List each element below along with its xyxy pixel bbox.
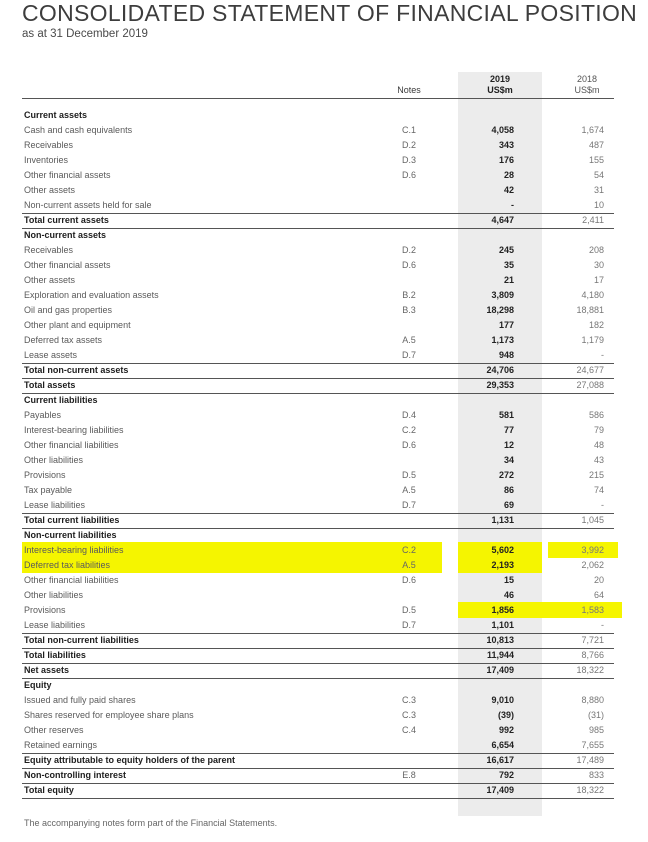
page-subtitle: as at 31 December 2019: [22, 28, 148, 40]
value-2018: 17,489: [576, 755, 604, 765]
row-label: Retained earnings: [24, 740, 98, 750]
total-row: [0, 648, 648, 663]
row-label: Lease assets: [24, 350, 78, 360]
row-label: Provisions: [24, 605, 66, 615]
table-row: [0, 693, 648, 708]
table-row: [0, 333, 648, 348]
table-row: [0, 498, 648, 513]
row-label: Total equity: [24, 785, 74, 795]
row-label: Total liabilities: [24, 650, 86, 660]
table-row: [0, 438, 648, 453]
table-row: [0, 123, 648, 138]
value-2019: 177: [498, 320, 514, 330]
value-2018: 18,881: [576, 305, 604, 315]
value-2019: 4,647: [491, 215, 514, 225]
value-2019: 35: [503, 260, 514, 270]
header-rule: [22, 98, 614, 99]
value-2018: 8,766: [581, 650, 604, 660]
section-heading: [0, 108, 648, 123]
table-row: [0, 318, 648, 333]
value-2018: 2,411: [582, 215, 604, 225]
row-label: Other reserves: [24, 725, 84, 735]
row-label: Other financial liabilities: [24, 440, 119, 450]
value-2019: 1,101: [491, 620, 514, 630]
total-row: [0, 378, 648, 393]
row-note: D.2: [401, 245, 416, 255]
row-label: Total current assets: [24, 215, 109, 225]
table-row: [0, 423, 648, 438]
value-2019: 21: [503, 275, 514, 285]
value-2018: 24,677: [576, 365, 604, 375]
row-note: D.3: [401, 155, 416, 165]
row-note: B.2: [402, 290, 416, 300]
value-2019: 86: [503, 485, 514, 495]
row-note: C.4: [401, 725, 416, 735]
table-row: [0, 288, 648, 303]
value-2018: 155: [588, 155, 604, 165]
table-row: [0, 273, 648, 288]
row-note: D.7: [401, 350, 416, 360]
row-label: Issued and fully paid shares: [24, 695, 136, 705]
value-2019: 29,353: [486, 380, 514, 390]
value-2018: 27,088: [576, 380, 604, 390]
row-label: Total assets: [24, 380, 76, 390]
row-label: Interest-bearing liabilities: [24, 425, 124, 435]
table-row: [0, 468, 648, 483]
section-heading: [0, 528, 648, 543]
row-label: Inventories: [24, 155, 69, 165]
value-2018: 20: [593, 575, 604, 585]
row-label: Total current liabilities: [24, 515, 120, 525]
value-2019: 34: [503, 455, 514, 465]
row-label: Non-current assets held for sale: [24, 200, 152, 210]
table-row: [0, 198, 648, 213]
value-2018: 17: [593, 275, 604, 285]
row-note: D.6: [401, 260, 416, 270]
row-label: Deferred tax assets: [24, 335, 103, 345]
table-row: [0, 483, 648, 498]
table-row: [0, 348, 648, 363]
row-note: C.1: [401, 125, 416, 135]
value-2018: 586: [588, 410, 604, 420]
value-2018: -: [601, 620, 604, 630]
row-note: C.2: [401, 425, 416, 435]
row-label: Payables: [24, 410, 62, 420]
total-row: [0, 783, 648, 798]
row-note: A.5: [402, 560, 416, 570]
value-2019: 4,058: [491, 125, 514, 135]
table-row: [0, 738, 648, 753]
page-title: CONSOLIDATED STATEMENT OF FINANCIAL POSITION: [22, 0, 638, 26]
row-note: C.2: [401, 545, 416, 555]
value-2019: 42: [503, 185, 514, 195]
value-2018: 54: [593, 170, 604, 180]
header-2019-year: 2019: [489, 74, 511, 84]
value-2018: 182: [588, 320, 604, 330]
value-2018: 215: [588, 470, 604, 480]
total-row: [0, 633, 648, 648]
row-note: C.3: [401, 695, 416, 705]
value-2019: 17,409: [486, 785, 514, 795]
value-2018: (31): [587, 710, 604, 720]
row-label: Other financial assets: [24, 170, 111, 180]
row-label: Lease liabilities: [24, 620, 86, 630]
value-2019: 28: [503, 170, 514, 180]
row-label: Shares reserved for employee share plans: [24, 710, 194, 720]
row-label: Other liabilities: [24, 590, 84, 600]
value-2018: 2,062: [581, 560, 604, 570]
value-2018: -: [601, 350, 604, 360]
total-row: [0, 768, 648, 783]
row-label: Current assets: [24, 110, 88, 120]
table-row: [0, 243, 648, 258]
value-2018: 8,880: [581, 695, 604, 705]
value-2018: 43: [593, 455, 604, 465]
row-note: C.3: [401, 710, 416, 720]
value-2018: 487: [588, 140, 604, 150]
row-label: Other assets: [24, 185, 76, 195]
row-note: D.5: [401, 470, 416, 480]
value-2019: 15: [503, 575, 514, 585]
row-note: A.5: [402, 485, 416, 495]
row-label: Current liabilities: [24, 395, 98, 405]
value-2019: 10,813: [486, 635, 514, 645]
table-row: [0, 183, 648, 198]
value-2019: 16,617: [486, 755, 514, 765]
value-2019: 69: [503, 500, 514, 510]
table-row: [0, 573, 648, 588]
value-2018: 64: [593, 590, 604, 600]
row-label: Exploration and evaluation assets: [24, 290, 159, 300]
table-row: [0, 618, 648, 633]
table-row: [0, 723, 648, 738]
table-row: [0, 138, 648, 153]
row-note: D.5: [401, 605, 416, 615]
value-2019: 77: [503, 425, 514, 435]
value-2019: 1,131: [491, 515, 514, 525]
value-2019: 1,173: [491, 335, 514, 345]
value-2018: 30: [593, 260, 604, 270]
value-2018: 48: [593, 440, 604, 450]
row-label: Other plant and equipment: [24, 320, 131, 330]
row-note: E.8: [402, 770, 416, 780]
row-label: Non-current liabilities: [24, 530, 117, 540]
row-label: Receivables: [24, 245, 74, 255]
table-row: [0, 558, 648, 573]
row-label: Other assets: [24, 275, 76, 285]
table-row: [0, 543, 648, 558]
row-label: Provisions: [24, 470, 66, 480]
row-label: Other financial liabilities: [24, 575, 119, 585]
row-note: A.5: [402, 335, 416, 345]
row-label: Net assets: [24, 665, 70, 675]
value-2019: 792: [498, 770, 514, 780]
total-row: [0, 213, 648, 228]
total-row: [0, 663, 648, 678]
header-2018-unit: US$m: [574, 85, 600, 95]
value-2018: 79: [593, 425, 604, 435]
row-note: D.7: [401, 500, 416, 510]
row-note: D.6: [401, 440, 416, 450]
value-2018: 74: [593, 485, 604, 495]
value-2018: -: [601, 500, 604, 510]
total-row: [0, 753, 648, 768]
table-row: [0, 303, 648, 318]
value-2019: 2,193: [491, 560, 514, 570]
value-2018: 3,992: [581, 545, 604, 555]
value-2018: 7,721: [581, 635, 604, 645]
row-label: Receivables: [24, 140, 74, 150]
value-2018: 833: [588, 770, 604, 780]
table-row: [0, 258, 648, 273]
value-2019: 17,409: [486, 665, 514, 675]
row-note: D.4: [401, 410, 416, 420]
footer-note: The accompanying notes form part of the Financial Statements.: [24, 818, 278, 828]
value-2019: 245: [498, 245, 514, 255]
row-label: Oil and gas properties: [24, 305, 113, 315]
table-row: [0, 168, 648, 183]
table-row: [0, 408, 648, 423]
value-2018: 208: [588, 245, 604, 255]
value-2018: 4,180: [581, 290, 604, 300]
table-row: [0, 153, 648, 168]
value-2019: 5,602: [491, 545, 514, 555]
section-heading: [0, 228, 648, 243]
header-2019-unit: US$m: [487, 85, 513, 95]
row-label: Equity: [24, 680, 52, 690]
table-row: [0, 453, 648, 468]
row-note: D.6: [401, 575, 416, 585]
section-heading: [0, 393, 648, 408]
row-label: Lease liabilities: [24, 500, 86, 510]
header-2018: [560, 74, 614, 96]
value-2019: 18,298: [486, 305, 514, 315]
value-2019: 12: [503, 440, 514, 450]
row-note: B.3: [402, 305, 416, 315]
value-2019: 272: [498, 470, 514, 480]
row-label: Total non-current liabilities: [24, 635, 139, 645]
value-2018: 1,674: [581, 125, 604, 135]
value-2018: 10: [593, 200, 604, 210]
row-note: D.2: [401, 140, 416, 150]
section-heading: [0, 678, 648, 693]
total-row: [0, 513, 648, 528]
total-row: [0, 363, 648, 378]
value-2018: 1,045: [581, 515, 604, 525]
row-label: Other liabilities: [24, 455, 84, 465]
table-row: [0, 708, 648, 723]
value-2019: 1,856: [491, 605, 514, 615]
value-2019: 176: [498, 155, 514, 165]
value-2019: 992: [498, 725, 514, 735]
value-2018: 18,322: [576, 785, 604, 795]
table-row: [0, 588, 648, 603]
value-2018: 1,583: [581, 605, 604, 615]
value-2019: 24,706: [486, 365, 514, 375]
value-2018: 18,322: [576, 665, 604, 675]
value-2019: 343: [498, 140, 514, 150]
value-2019: 6,654: [491, 740, 514, 750]
row-label: Cash and cash equivalents: [24, 125, 133, 135]
row-note: D.7: [401, 620, 416, 630]
row-label: Non-current assets: [24, 230, 107, 240]
row-label: Interest-bearing liabilities: [24, 545, 124, 555]
row-note: D.6: [401, 170, 416, 180]
value-2018: 985: [588, 725, 604, 735]
value-2019: 11,944: [486, 650, 514, 660]
row-label: Tax payable: [24, 485, 73, 495]
header-notes: Notes: [397, 85, 421, 95]
value-2018: 31: [593, 185, 604, 195]
value-2018: 1,179: [581, 335, 604, 345]
value-2019: 581: [498, 410, 514, 420]
header-2019: [458, 74, 542, 96]
value-2019: 9,010: [491, 695, 514, 705]
value-2018: 7,655: [581, 740, 604, 750]
row-label: Equity attributable to equity holders of the parent: [24, 755, 236, 765]
row-label: Total non-current assets: [24, 365, 129, 375]
header-2018-year: 2018: [576, 74, 598, 84]
row-label: Deferred tax liabilities: [24, 560, 111, 570]
table-row: [0, 603, 648, 618]
value-2019: 3,809: [491, 290, 514, 300]
value-2019: -: [511, 200, 514, 210]
value-2019: 46: [503, 590, 514, 600]
value-2019: 948: [498, 350, 514, 360]
row-label: Other financial assets: [24, 260, 111, 270]
row-label: Non-controlling interest: [24, 770, 126, 780]
value-2019: (39): [497, 710, 514, 720]
